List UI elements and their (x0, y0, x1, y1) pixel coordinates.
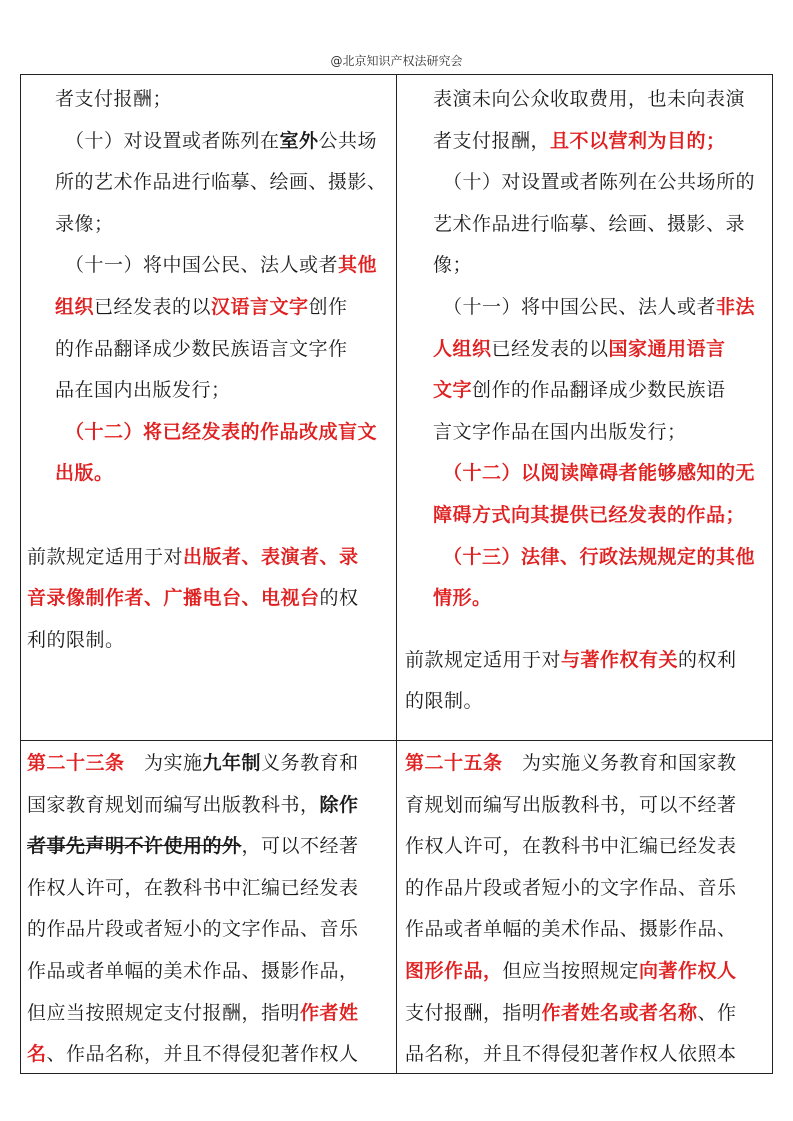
text-line: 出版。 (55, 462, 114, 485)
text-line: （十一）将中国公民、法人或者其他 (65, 254, 378, 277)
text-line: （十）对设置或者陈列在公共场所的 (443, 171, 756, 194)
text-line: 的作品翻译成少数民族语言文字作 (55, 337, 348, 360)
text-line: 第二十五条 为实施义务教育和国家教 (405, 752, 737, 774)
text-line: （十二）将已经发表的作品改成盲文 (65, 420, 378, 443)
text-line: 品名称，并且不得侵犯著作权人依照本 (405, 1043, 737, 1066)
text-line: 艺术作品进行临摹、绘画、摄影、录 (433, 212, 746, 235)
text-line: 作权人许可，在教科书中汇编已经发表 (27, 876, 359, 899)
text-line: 组织已经发表的以汉语言文字创作 (55, 295, 348, 318)
text-line: 的作品片段或者短小的文字作品、音乐 (405, 876, 737, 899)
text-line: 障碍方式向其提供已经发表的作品； (433, 503, 746, 526)
text-line: 但应当按照规定支付报酬，指明作者姓 (27, 1001, 359, 1024)
text-line: 者支付报酬； (55, 88, 173, 110)
text-line: 情形。 (433, 587, 492, 610)
text-line: 育规划而编写出版教科书，可以不经著 (405, 793, 737, 816)
text-line: 音录像制作者、广播电台、电视台的权 (27, 587, 359, 610)
text-line: （十）对设置或者陈列在室外公共场 (65, 129, 378, 152)
text-line: （十三）法律、行政法规规定的其他 (443, 545, 756, 568)
new-law-cell-top (405, 79, 769, 723)
column-divider (396, 75, 397, 1073)
text-line: 品在国内出版发行； (55, 379, 231, 402)
text-line: 前款规定适用于对出版者、表演者、录 (27, 545, 359, 568)
comparison-table (20, 74, 773, 1074)
text-line: 利的限制。 (27, 628, 125, 651)
text-line: 文字创作的作品翻译成少数民族语 (433, 379, 726, 402)
old-law-article-23 (27, 743, 391, 1076)
new-law-article-25 (405, 743, 769, 1076)
text-line: 的作品片段或者短小的文字作品、音乐 (27, 918, 359, 941)
text-line: 言文字作品在国内出版发行； (433, 420, 687, 443)
text-line: （十二）以阅读障碍者能够感知的无 (443, 462, 756, 485)
text-line: 国家教育规划而编写出版教科书，除作 (27, 793, 359, 816)
text-line: 作品或者单幅的美术作品、摄影作品， (27, 959, 359, 982)
text-line: 像； (433, 254, 473, 277)
text-line: （十一）将中国公民、法人或者非法 (443, 295, 756, 318)
text-line: 录像； (55, 212, 114, 235)
article-number: 第二十三条 (27, 752, 125, 774)
old-law-cell-top (27, 79, 391, 661)
text-line: 人组织已经发表的以国家通用语言 (433, 337, 726, 360)
row-divider (21, 740, 772, 741)
text-line: 前款规定适用于对与著作权有关的权利 (405, 648, 737, 671)
text-line: 名、作品名称，并且不得侵犯著作权人 (27, 1043, 359, 1066)
text-line: 第二十三条 为实施九年制义务教育和 (27, 752, 359, 774)
page-header: @北京知识产权法研究会 (330, 54, 463, 68)
text-line: 表演未向公众收取费用，也未向表演 (433, 88, 746, 110)
text-line: 的限制。 (405, 690, 484, 713)
text-line: 所的艺术作品进行临摹、绘画、摄影、 (55, 171, 387, 194)
text-line: 支付报酬，指明作者姓名或者名称、作 (405, 1001, 737, 1024)
text-line: 作品或者单幅的美术作品、摄影作品、 (405, 918, 737, 941)
text-line: 者事先声明不许使用的外，可以不经著 (27, 835, 359, 858)
text-line: 图形作品，但应当按照规定向著作权人 (405, 959, 737, 982)
text-line: 作权人许可，在教科书中汇编已经发表 (405, 835, 737, 858)
article-number: 第二十五条 (405, 752, 503, 774)
text-line: 者支付报酬，且不以营利为目的； (433, 129, 726, 152)
